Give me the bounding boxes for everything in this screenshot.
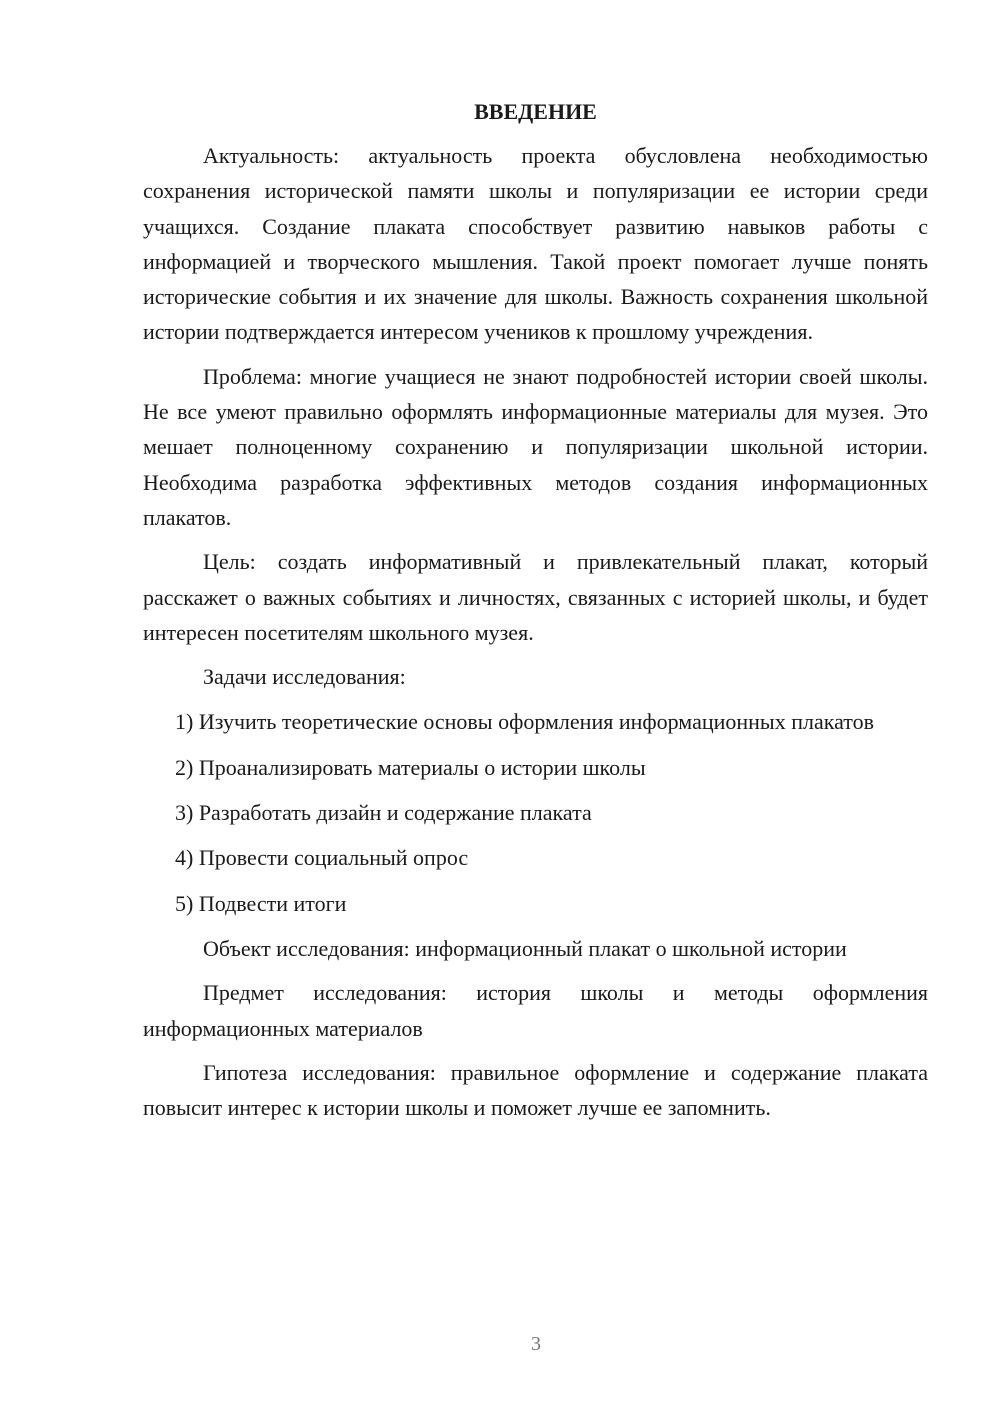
- paragraph-problem: Проблема: многие учащиеся не знают подробностей истории своей школы. Не все умеют правильно оформлять информационные материалы для музея. Это мешает полноценному сохранению и популяризации школьной истории. Необходима разработка эффективных методов создания информационных плакатов.: [143, 363, 928, 530]
- paragraph-goal: Цель: создать информативный и привлекательный плакат, который расскажет о важных событиях и личностях, связанных с историей школы, и будет интересен посетителям школьного музея.: [143, 549, 928, 645]
- paragraph-hypothesis: Гипотеза исследования: правильное оформление и содержание плаката повысит интерес к истории школы и поможет лучше ее запомнить.: [143, 1059, 928, 1121]
- tasks-heading: Задачи исследования:: [203, 664, 406, 690]
- page-content: [143, 94, 928, 1134]
- task-item: 3) Разработать дизайн и содержание плаката: [175, 800, 592, 826]
- task-item: 2) Проанализировать материалы о истории школы: [175, 754, 646, 780]
- task-item: 4) Провести социальный опрос: [175, 845, 469, 871]
- paragraph-relevance: Актуальность: актуальность проекта обусловлена необходимостью сохранения исторической памяти школы и популяризации ее истории среди учащихся. Создание плаката способствует развитию навыков работы с информацией и творческого мышления. Такой проект помогает лучше понять исторические события и их значение для школы. Важность сохранения школьной истории подтверждается интересом учеников к прошлому учреждения.: [143, 143, 928, 345]
- page-title: ВВЕДЕНИЕ: [474, 99, 597, 124]
- paragraph-object: Объект исследования: информационный плакат о школьной истории: [203, 935, 847, 961]
- paragraph-subject: Предмет исследования: история школы и методы оформления информационных материалов: [143, 980, 928, 1041]
- task-item: 1) Изучить теоретические основы оформления информационных плакатов: [175, 709, 874, 735]
- page-number: 3: [531, 1333, 541, 1355]
- task-item: 5) Подвести итоги: [175, 890, 347, 916]
